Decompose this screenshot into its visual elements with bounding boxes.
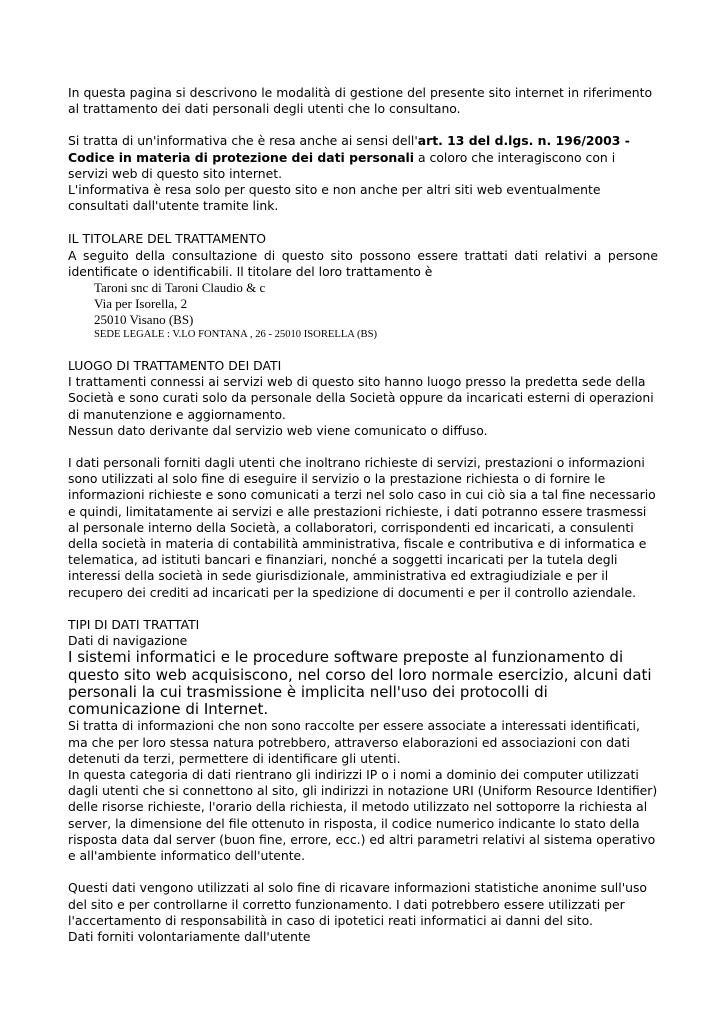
tipi-paragraph-3: Questi dati vengono utilizzati al solo fine di ricavare informazioni statistiche anonime sull'uso del sito e per controllarne il corretto funzionamento. I dati potrebbero essere utilizzati per l'accertamento di responsabilità in caso di ipotetici reati informatici ai danni del sito.	[68, 880, 647, 928]
luogo-paragraph-3: I dati personali forniti dagli utenti che inoltrano richieste di servizi, prestazioni o informazioni sono utilizzati al solo fine di eseguire il servizio o la prestazione richiesta o di fornire le informazioni richieste e sono comunicati a terzi nel solo caso in cui ciò sia a tal fine necessario e quindi, limitatamente ai servizi e alle prestazioni richieste, i dati potranno essere trasmessi al personale interno della Società, a collaboratori, corrispondenti ed incaricati, a consulenti della società in materia di contabilità amministrativa, fiscale e contributiva e di informatica e telematica, ad istituti bancari e finanziari, nonché a soggetti incaricati per la tutela degli interessi della società in sede giurisdizionale, amministrativa ed extragiudiziale e per il recupero dei crediti ad incaricati per la spedizione di documenti e per il controllo aziendale.	[68, 455, 656, 600]
navigazione-large-paragraph: I sistemi informatici e le procedure software preposte al funzionamento di questo sito web acquisiscono, nel corso del loro normale esercizio, alcuni dati personali la cui trasmissione è implicita nell'uso dei protocolli di comunicazione di Internet.	[68, 648, 652, 719]
tipi-paragraph-1: Si tratta di informazioni che non sono raccolte per essere associate a interessati identificati, ma che per loro stessa natura potrebbero, attraverso elaborazioni ed associazioni con dati detenuti da terzi, permettere di identificare gli utenti.	[68, 718, 640, 766]
legal-reference-paragraph	[68, 133, 658, 182]
section-heading-titolare: IL TITOLARE DEL TRATTAMENTO	[68, 231, 267, 247]
legal-reference-bold: art. 13 del d.lgs. n. 196/2003 - Codice in materia di protezione dei dati personali	[68, 133, 630, 165]
address-line-sede-legale: SEDE LEGALE : V.LO FONTANA , 26 - 25010 ISORELLA (BS)	[94, 329, 378, 341]
section-heading-tipi: TIPI DI DATI TRATTATI	[68, 616, 200, 632]
address-line-company: Taroni snc di Taroni Claudio & c	[94, 280, 266, 296]
tipi-paragraph-2: In questa categoria di dati rientrano gli indirizzi IP o i nomi a dominio dei computer utilizzati dagli utenti che si connettono al sito, gli indirizzi in notazione URI (Uniform Resource Identifier) delle risorse richieste, l'orario della richiesta, il metodo utilizzato nel sottoporre la richiesta al server, la dimensione del file ottenuto in risposta, il codice numerico indicante lo stato della risposta data dal server (buon fine, errore, ecc.) ed altri parametri relativi al sistema operativo e all'ambiente informatico dell'utente.	[68, 767, 658, 864]
privacy-document	[68, 85, 658, 945]
section-heading-luogo: LUOGO DI TRATTAMENTO DEI DATI	[68, 358, 282, 374]
address-line-city: 25010 Visano (BS)	[94, 312, 194, 328]
subheading-dati-forniti: Dati forniti volontariamente dall'utente	[68, 928, 311, 944]
intro-paragraph: In questa pagina si descrivono le modalità di gestione del presente sito internet in riferimento al trattamento dei dati personali degli utenti che lo consultano.	[68, 85, 653, 117]
luogo-paragraph-2: Nessun dato derivante dal servizio web viene comunicato o diffuso.	[68, 422, 488, 438]
address-line-street: Via per Isorella, 2	[94, 296, 188, 312]
legal-reference-text-after: a coloro che interagiscono con i servizi web di questo sito internet.	[68, 149, 616, 181]
titolare-paragraph: A seguito della consultazione di questo sito possono essere trattati dati relativi a persone identificate o identificabili. Il titolare del loro trattamento è	[68, 247, 658, 279]
subheading-navigazione: Dati di navigazione	[68, 633, 188, 649]
luogo-paragraph-1: I trattamenti connessi ai servizi web di questo sito hanno luogo presso la predetta sede della Società e sono curati solo da personale della Società oppure da incaricati esterni di operazioni di manutenzione e aggiornamento.	[68, 374, 654, 422]
legal-reference-text-before: Si tratta di un'informativa che è resa anche ai sensi dell'	[68, 133, 418, 149]
scope-paragraph: L'informativa è resa solo per questo sito e non anche per altri siti web eventualmente consultati dall'utente tramite link.	[68, 182, 601, 214]
